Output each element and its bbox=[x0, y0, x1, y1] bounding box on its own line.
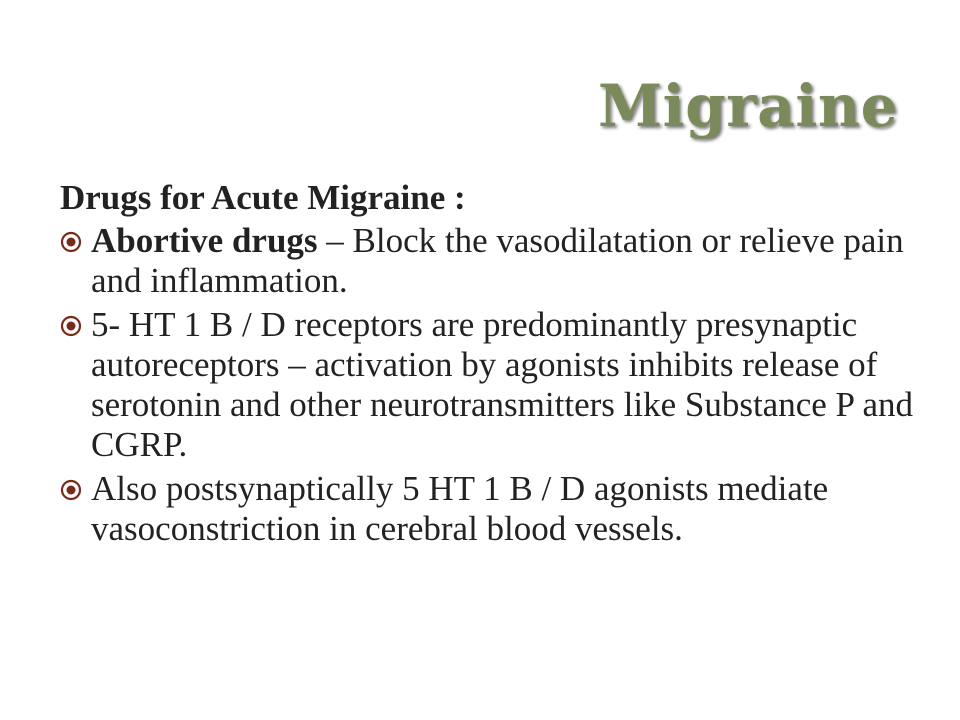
slide-content bbox=[60, 175, 920, 553]
slide-title: Migraine bbox=[597, 72, 898, 140]
bullet-bold-text: Abortive drugs bbox=[91, 221, 318, 260]
bullet-item bbox=[60, 469, 920, 549]
target-circle-icon bbox=[60, 479, 82, 501]
bullet-item bbox=[60, 305, 920, 465]
subheading: Drugs for Acute Migraine : bbox=[60, 178, 466, 217]
target-circle-icon bbox=[60, 315, 82, 337]
bullet-list bbox=[60, 221, 920, 549]
bullet-text: 5- HT 1 B / D receptors are predominantly presynaptic autoreceptors – activation by agonists inhibits release of serotonin and other neurotransmitters like Substance P and CGRP. bbox=[91, 305, 913, 464]
bullet-text: Also postsynaptically 5 HT 1 B / D agonists mediate vasoconstriction in cerebral blood vessels. bbox=[91, 469, 829, 548]
bullet-text: – Block the vasodilatation or relieve pain and inflammation. bbox=[91, 221, 904, 300]
target-circle-icon bbox=[60, 231, 82, 253]
bullet-item bbox=[60, 221, 920, 301]
